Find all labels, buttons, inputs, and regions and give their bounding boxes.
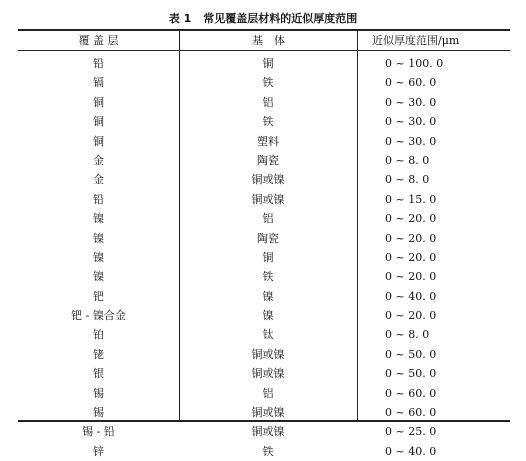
coating-cell: 铅 [93, 57, 104, 70]
header-thickness: 近似厚度范围/μm [372, 34, 460, 47]
thickness-cell: 0 ~ 20. 0 [385, 250, 437, 264]
coating-cell: 锌 [93, 444, 104, 458]
table-row [18, 190, 510, 209]
table-row [18, 248, 510, 267]
coating-cell: 镍 [93, 212, 104, 226]
header-substrate: 基 体 [252, 34, 285, 47]
substrate-cell: 铝 [262, 95, 274, 109]
thickness-cell: 0 ~ 20. 0 [385, 309, 437, 323]
table-row [18, 54, 510, 73]
header-coating: 覆 盖 层 [78, 34, 119, 47]
substrate-cell: 铜 [262, 250, 274, 264]
coating-cell: 铜 [93, 115, 104, 129]
substrate-cell: 铜 [262, 57, 274, 70]
substrate-cell: 铜或镍 [251, 367, 285, 381]
thickness-cell: 0 ~ 50. 0 [385, 347, 437, 361]
thickness-cell: 0 ~ 40. 0 [385, 289, 437, 303]
coating-cell: 镉 [93, 76, 104, 90]
substrate-cell: 镍 [262, 289, 274, 303]
table-row [18, 151, 510, 170]
table-row [18, 384, 510, 403]
substrate-cell: 铁 [262, 115, 274, 129]
coating-cell: 锡 [93, 386, 104, 400]
substrate-cell: 铜或镍 [251, 347, 285, 361]
table-row [18, 422, 510, 441]
table-row [18, 170, 510, 189]
table-row [18, 93, 510, 112]
coating-cell: 铑 [93, 347, 104, 361]
thickness-cell: 0 ~ 8. 0 [385, 173, 430, 187]
table-row [18, 267, 510, 286]
coating-cell: 金 [93, 153, 104, 167]
table-row [18, 306, 510, 325]
coating-cell: 铜 [93, 95, 104, 109]
coating-cell: 钯 [93, 289, 104, 303]
thickness-cell: 0 ~ 15. 0 [385, 192, 437, 206]
thickness-cell: 0 ~ 30. 0 [385, 95, 437, 109]
thickness-cell: 0 ~ 40. 0 [385, 444, 437, 458]
table-row [18, 287, 510, 306]
coating-cell: 镍 [93, 231, 104, 245]
table-body [18, 54, 510, 461]
coating-cell: 银 [93, 367, 104, 381]
substrate-cell: 铜或镍 [251, 406, 285, 420]
table-row [18, 73, 510, 92]
coating-cell: 铂 [93, 328, 104, 342]
substrate-cell: 铝 [262, 386, 274, 400]
substrate-cell: 铁 [262, 444, 274, 458]
thickness-cell: 0 ~ 8. 0 [385, 153, 430, 167]
thickness-cell: 0 ~ 60. 0 [385, 76, 437, 90]
thickness-cell: 0 ~ 30. 0 [385, 134, 437, 148]
thickness-cell: 0 ~ 8. 0 [385, 328, 430, 342]
thickness-cell: 0 ~ 30. 0 [385, 115, 437, 129]
thickness-cell: 0 ~ 20. 0 [385, 231, 437, 245]
table-row [18, 209, 510, 228]
substrate-cell: 铝 [262, 212, 274, 226]
table-row [18, 345, 510, 364]
table-row [18, 325, 510, 344]
thickness-cell: 0 ~ 25. 0 [385, 425, 437, 439]
table-number: 表 1 [168, 12, 192, 25]
substrate-cell: 陶瓷 [257, 153, 279, 167]
coating-cell: 锡 [93, 406, 104, 420]
substrate-cell: 铜或镍 [251, 192, 285, 206]
table-row [18, 112, 510, 131]
substrate-cell: 镍 [262, 309, 274, 323]
coating-cell: 金 [93, 173, 104, 187]
coating-cell: 镍 [93, 270, 104, 284]
table-row [18, 229, 510, 248]
table-row [18, 132, 510, 151]
coating-cell: 锡 - 铅 [82, 425, 115, 439]
table-row [18, 403, 510, 422]
thickness-cell: 0 ~ 60. 0 [385, 386, 437, 400]
thickness-cell: 0 ~ 50. 0 [385, 367, 437, 381]
coating-cell: 镍 [93, 250, 104, 264]
substrate-cell: 铁 [262, 270, 274, 284]
header-rule [18, 50, 510, 51]
substrate-cell: 铜或镍 [251, 425, 285, 439]
thickness-cell: 0 ~ 60. 0 [385, 406, 437, 420]
substrate-cell: 陶瓷 [257, 231, 279, 245]
coating-cell: 铜 [93, 134, 104, 148]
table-row [18, 442, 510, 461]
thickness-cell: 0 ~ 20. 0 [385, 270, 437, 284]
substrate-cell: 塑料 [257, 134, 279, 148]
thickness-cell: 0 ~ 20. 0 [385, 212, 437, 226]
table-row [18, 364, 510, 383]
coating-cell: 铅 [93, 192, 104, 206]
coating-cell: 钯 - 镍合金 [71, 309, 126, 323]
table-caption [0, 10, 526, 26]
substrate-cell: 铁 [262, 76, 274, 90]
thickness-cell: 0 ~ 100. 0 [385, 57, 444, 70]
table-title: 常见覆盖层材料的近似厚度范围 [203, 12, 358, 25]
substrate-cell: 钛 [262, 328, 274, 342]
substrate-cell: 铜或镍 [251, 173, 285, 187]
